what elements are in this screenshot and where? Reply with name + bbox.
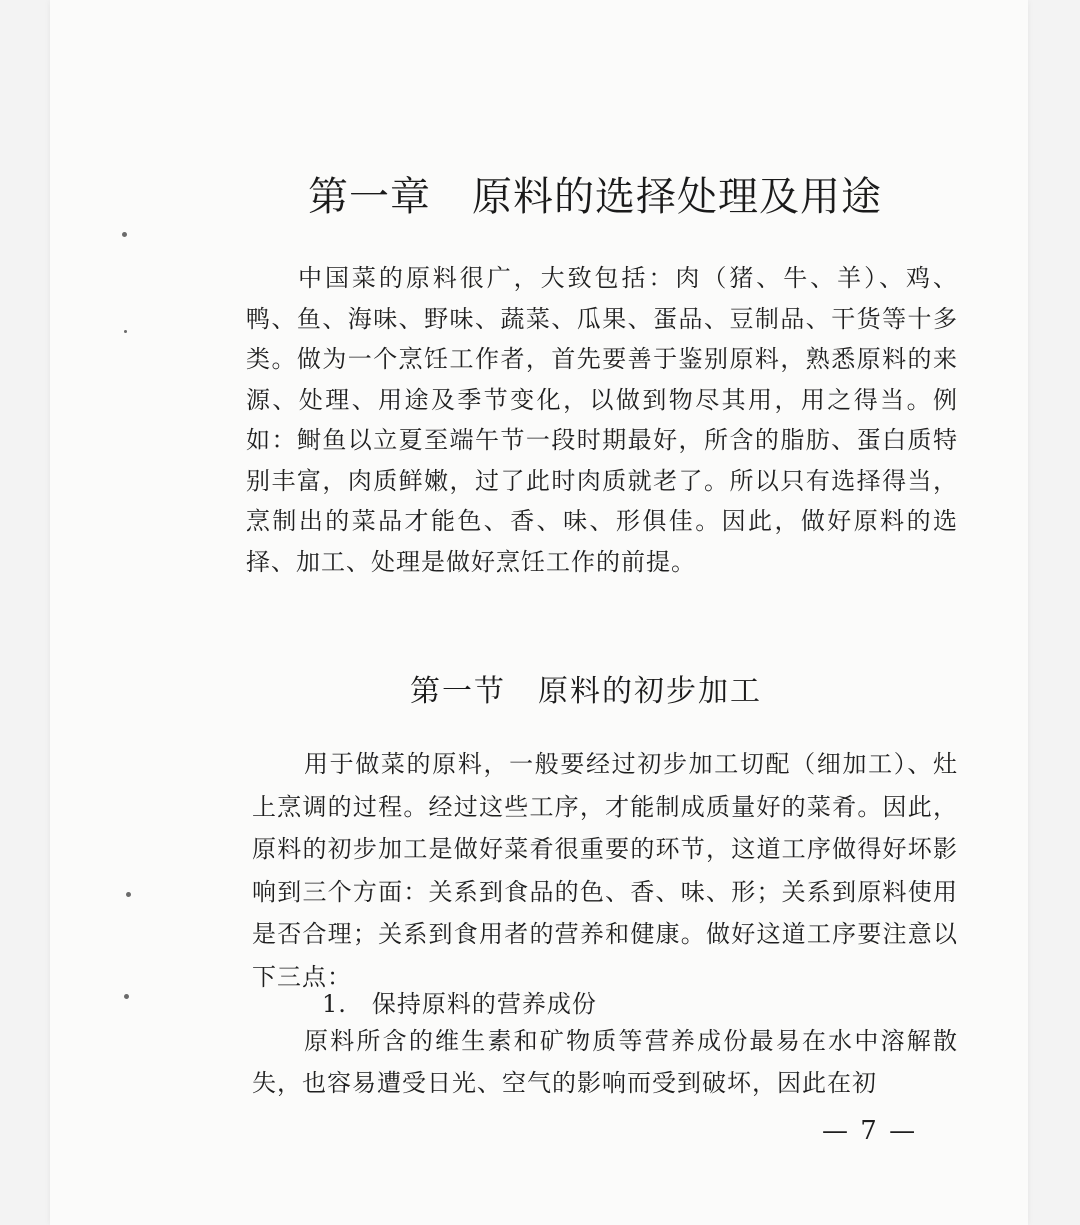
intro-paragraph: 中国菜的原料很广，大致包括：肉（猪、牛、羊）、鸡、鸭、鱼、海味、野味、蔬菜、瓜果、蛋品、豆制品、干货等十多类。做为一个烹饪工作者，首先要善于鉴别原料，熟悉原料的来源、处理、用途及季节变化，以做到物尽其用，用之得当。例如：鲥鱼以立夏至端午节一段时期最好，所含的脂肪、蛋白质特别丰富，肉质鲜嫩，过了此时肉质就老了。所以只有选择得当，烹制出的菜品才能色、香、味、形俱佳。因此，做好原料的选择、加工、处理是做好烹饪工作的前提。 — [246, 264, 958, 576]
scan-speck — [126, 892, 131, 897]
scan-speck — [124, 330, 127, 333]
section-title: 第一节 原料的初步加工 — [410, 674, 762, 709]
chapter-title: 第一章 原料的选择处理及用途 — [308, 174, 882, 220]
item-paragraph: 原料所含的维生素和矿物质等营养成份最易在水中溶解散失，也容易遭受日光、空气的影响而受到破坏，因此在初 — [252, 1027, 958, 1097]
scan-speck — [122, 232, 127, 237]
numbered-item-heading: 1. 保持原料的营养成份 — [322, 990, 597, 1018]
section-paragraph: 用于做菜的原料，一般要经过初步加工切配（细加工）、灶上烹调的过程。经过这些工序，才能制成质量好的菜肴。因此，原料的初步加工是做好菜肴很重要的环节，这道工序做得好坏影响到三个方面：关系到食品的色、香、味、形；关系到原料使用是否合理；关系到食用者的营养和健康。做好这道工序要注意以下三点： — [252, 750, 958, 991]
page-number: — 7 — — [822, 1116, 918, 1146]
scan-speck — [124, 994, 129, 999]
scanned-page — [50, 0, 1028, 1225]
